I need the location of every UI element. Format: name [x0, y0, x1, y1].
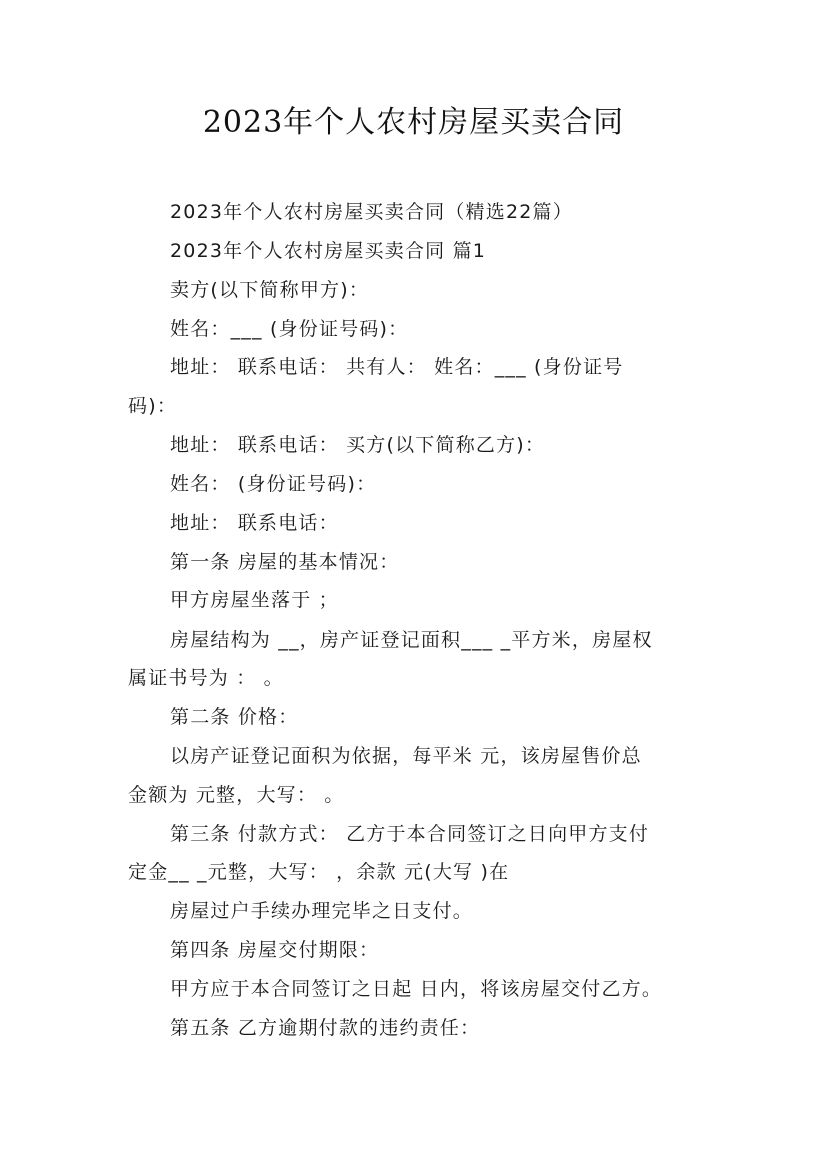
article-4-heading: 第四条 房屋交付期限： — [170, 939, 380, 961]
article-2-heading: 第二条 价格： — [170, 706, 299, 728]
article-1-location: 甲方房屋坐落于 ； — [170, 589, 339, 611]
seller-name-line: 姓名：___ (身份证号码)： — [170, 318, 409, 340]
seller-address-continued: 码)： — [128, 395, 178, 417]
article-2-total: 金额为 元整，大写： 。 — [128, 784, 345, 806]
article-1-certificate: 属证书号为 ： 。 — [128, 667, 284, 689]
document-title: 2023年个人农村房屋买卖合同 — [202, 105, 625, 140]
seller-address-line: 地址： 联系电话： 共有人： 姓名：___ (身份证号 — [170, 356, 624, 378]
article-3-balance: 房屋过户手续办理完毕之日支付。 — [170, 900, 474, 922]
buyer-name-line: 姓名： (身份证号码)： — [170, 473, 377, 495]
article-2-price: 以房产证登记面积为依据，每平米 元，该房屋售价总 — [170, 745, 642, 767]
article-4-delivery: 甲方应于本合同签订之日起 日内，将该房屋交付乙方。 — [170, 978, 663, 1000]
article-3-payment: 第三条 付款方式： 乙方于本合同签订之日向甲方支付 — [170, 823, 650, 845]
section-heading: 2023年个人农村房屋买卖合同 篇1 — [170, 240, 487, 262]
seller-heading: 卖方(以下简称甲方)： — [170, 279, 370, 301]
article-3-deposit: 定金__ _元整，大写： ，余款 元(大写 )在 — [128, 861, 510, 883]
co-owner-address-line: 地址： 联系电话： 买方(以下简称乙方)： — [170, 434, 546, 456]
subtitle-line: 2023年个人农村房屋买卖合同（精选22篇） — [170, 201, 573, 223]
article-5-heading: 第五条 乙方逾期付款的违约责任： — [170, 1017, 481, 1039]
article-1-heading: 第一条 房屋的基本情况： — [170, 551, 400, 573]
article-1-structure: 房屋结构为 __，房产证登记面积___ _平方米，房屋权 — [170, 629, 653, 651]
buyer-address-line: 地址： 联系电话： — [170, 512, 339, 534]
